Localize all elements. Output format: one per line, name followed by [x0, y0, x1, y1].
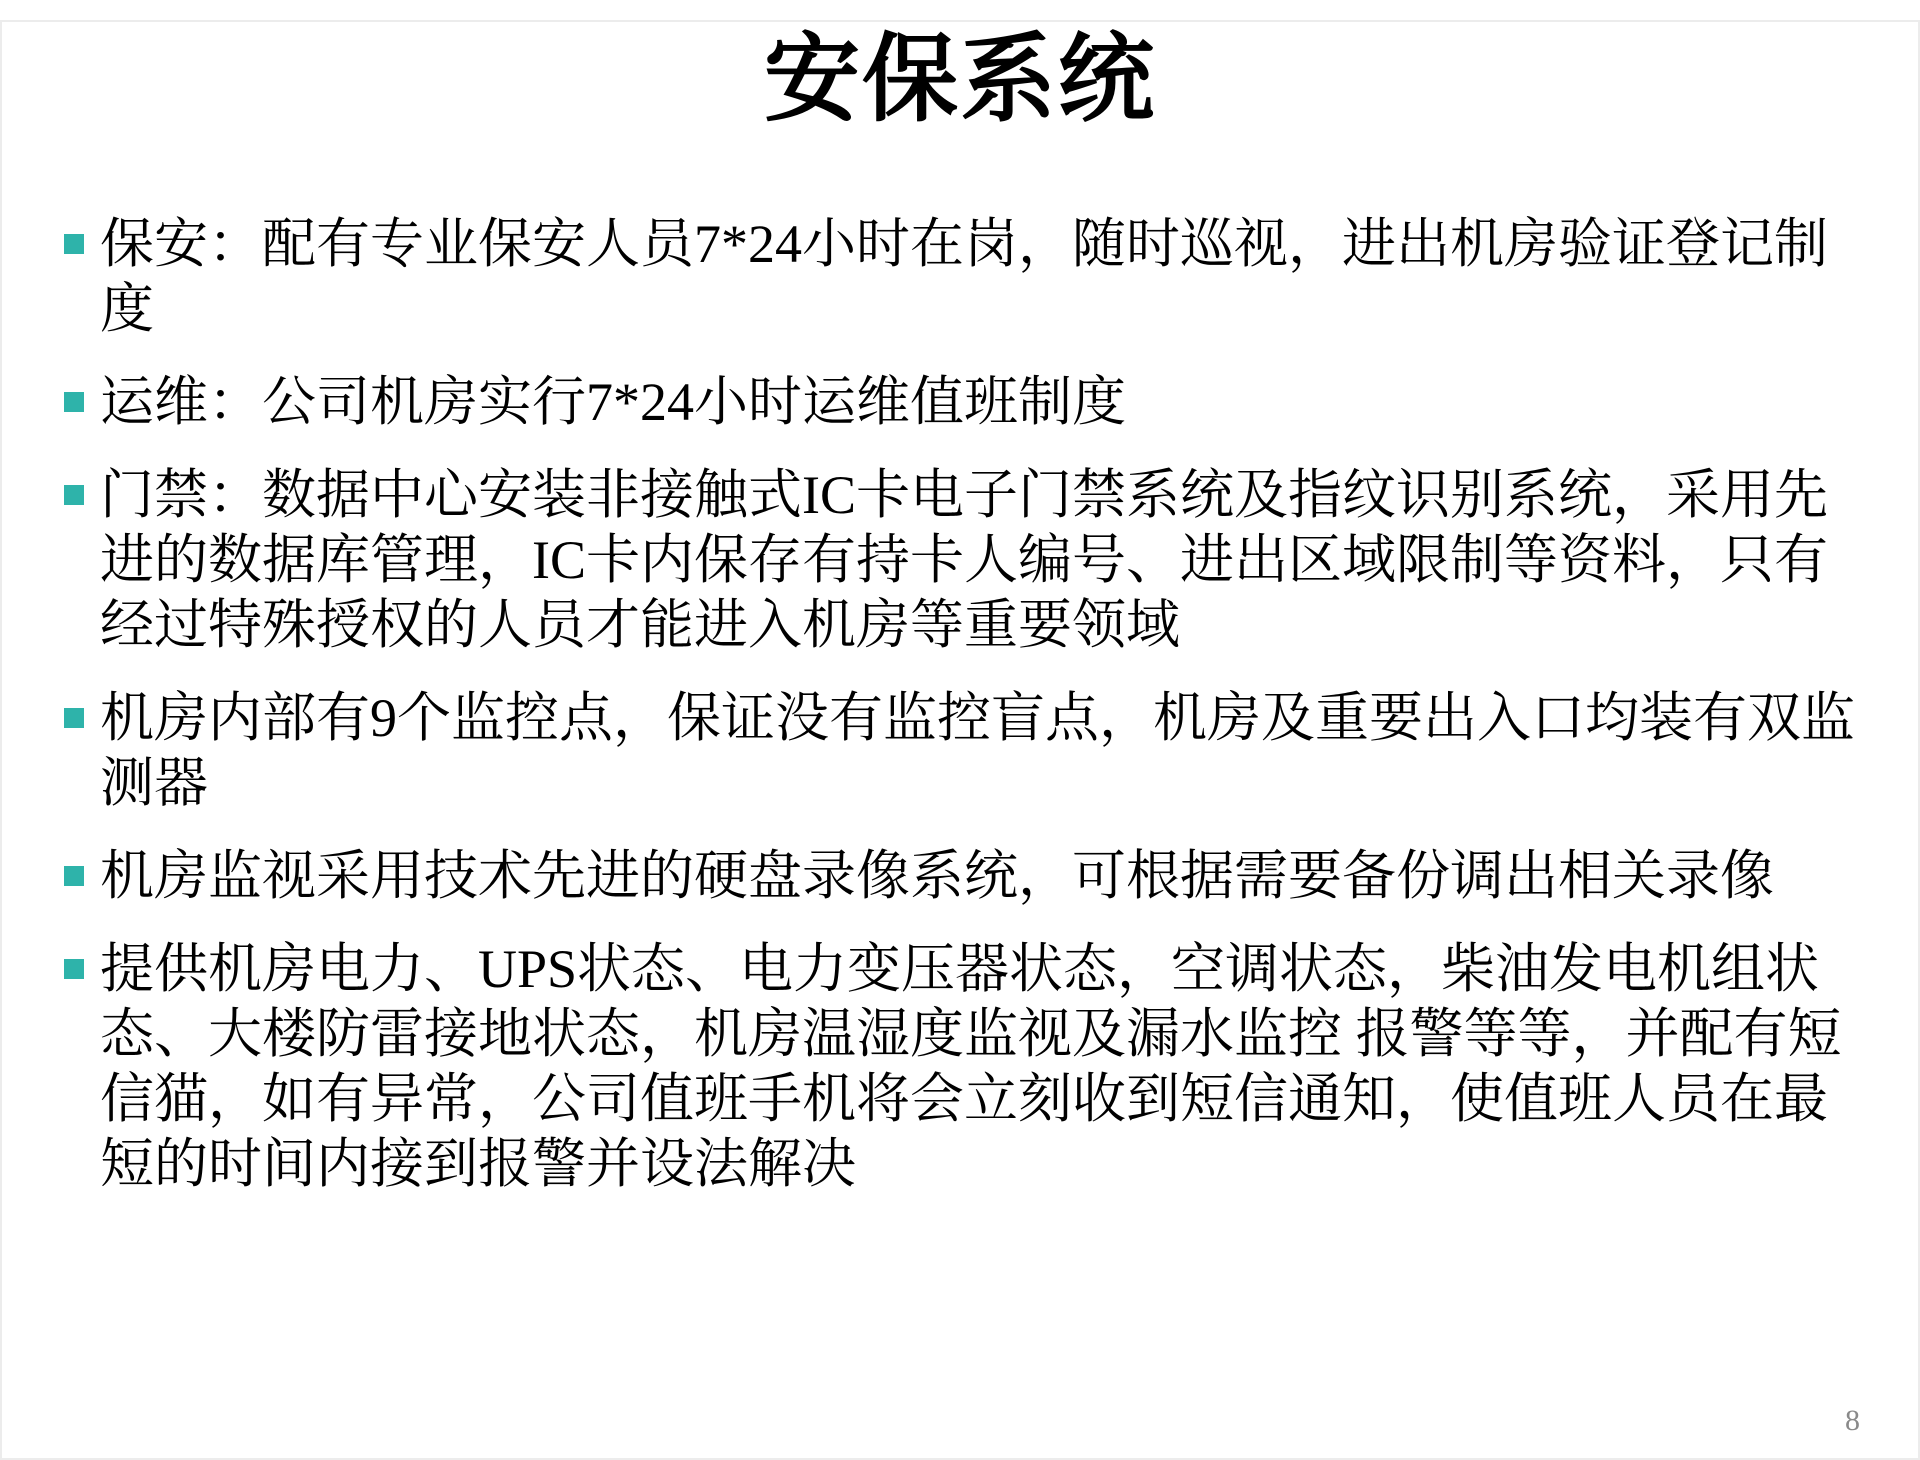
bullet-item	[0, 463, 1920, 658]
bullet-list	[0, 212, 1920, 1197]
page-number: 8	[1845, 1404, 1860, 1437]
bullet-item	[0, 686, 1920, 816]
bullet-square-icon	[64, 708, 84, 728]
bullet-item	[0, 370, 1920, 435]
bullet-text: 保安：配有专业保安人员7*24小时在岗，随时巡视，进出机房验证登记制度	[100, 214, 1828, 339]
bullet-square-icon	[64, 485, 84, 505]
bullet-text: 机房监视采用技术先进的硬盘录像系统，可根据需要备份调出相关录像	[100, 846, 1774, 906]
slide	[0, 20, 1920, 1460]
bullet-text: 机房内部有9个监控点，保证没有监控盲点，机房及重要出入口均装有双监测器	[100, 688, 1855, 813]
bullet-text: 运维：公司机房实行7*24小时运维值班制度	[100, 372, 1126, 432]
bullet-text: 提供机房电力、UPS状态、电力变压器状态，空调状态，柴油发电机组状态、大楼防雷接地状态，机房温湿度监视及漏水监控 报警等等，并配有短信猫，如有异常，公司值班手机将会立刻收到短信通知，使值班人员在最短的时间内接到报警并设法解决	[100, 939, 1842, 1194]
slide-title: 安保系统	[764, 26, 1156, 133]
bullet-square-icon	[64, 234, 84, 254]
bullet-item	[0, 844, 1920, 909]
bullet-square-icon	[64, 866, 84, 886]
bullet-item	[0, 212, 1920, 342]
bullet-text: 门禁：数据中心安装非接触式IC卡电子门禁系统及指纹识别系统，采用先进的数据库管理，IC卡内保存有持卡人编号、进出区域限制等资料，只有经过特殊授权的人员才能进入机房等重要领域	[100, 465, 1828, 655]
bullet-square-icon	[64, 959, 84, 979]
bullet-square-icon	[64, 392, 84, 412]
bullet-item	[0, 937, 1920, 1197]
